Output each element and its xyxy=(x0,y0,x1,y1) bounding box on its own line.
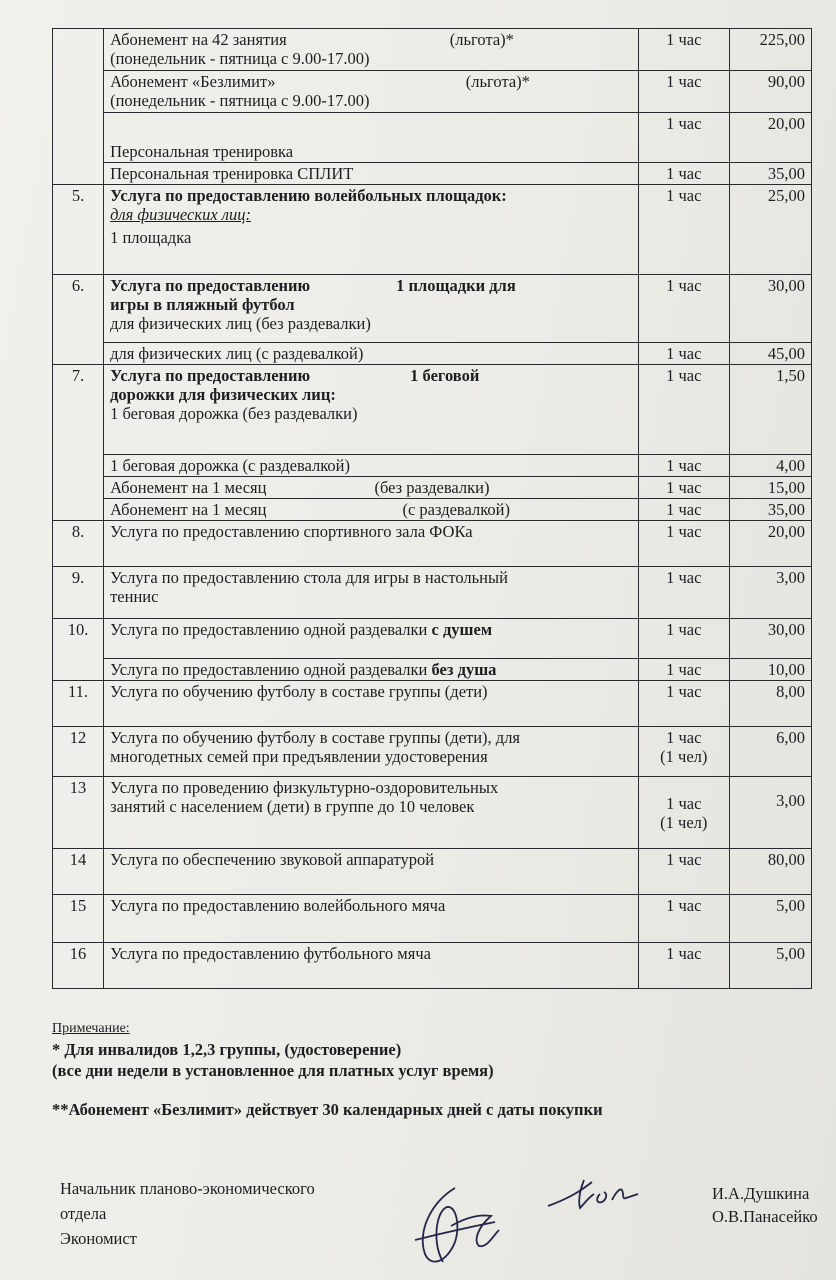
price-cell: 35,00 xyxy=(729,499,811,521)
table-row xyxy=(53,275,812,343)
price-cell: 5,00 xyxy=(729,895,811,943)
row-number: 5. xyxy=(53,185,104,275)
table-row xyxy=(53,477,812,499)
price-cell: 30,00 xyxy=(729,619,811,659)
table-row xyxy=(53,777,812,849)
unit-cell: 1 час xyxy=(638,499,729,521)
service-description: Услуга по проведению физкультурно-оздоровительных занятий с населением (дети) в группе до 10 человек xyxy=(104,777,639,849)
unit-cell: 1 час xyxy=(638,455,729,477)
table-row xyxy=(53,943,812,989)
service-description: Услуга по предоставлению волейбольных площадок: для физических лиц: 1 площадка xyxy=(104,185,639,275)
price-cell: 30,00 xyxy=(729,275,811,343)
price-cell: 4,00 xyxy=(729,455,811,477)
table-row xyxy=(53,71,812,113)
unit-cell: 1 час xyxy=(638,895,729,943)
footer-roles xyxy=(60,1176,315,1251)
row-number: 13 xyxy=(53,777,104,849)
note-line-1: * Для инвалидов 1,2,3 группы, (удостоверение) xyxy=(52,1040,402,1059)
table-row xyxy=(53,567,812,619)
price-table xyxy=(52,28,812,989)
service-description: Персональная тренировка СПЛИТ xyxy=(104,163,639,185)
table-row xyxy=(53,659,812,681)
note-line-2: (все дни недели в установленное для платных услуг время) xyxy=(52,1061,494,1080)
table-row xyxy=(53,681,812,727)
row-number: 8. xyxy=(53,521,104,567)
price-cell: 25,00 xyxy=(729,185,811,275)
row-number: 15 xyxy=(53,895,104,943)
unit-cell: 1 час xyxy=(638,113,729,163)
price-cell: 80,00 xyxy=(729,849,811,895)
service-description: Услуга по предоставлению одной раздевалки без душа xyxy=(104,659,639,681)
notes-section xyxy=(52,1018,812,1120)
unit-cell: 1 час xyxy=(638,619,729,659)
table-row xyxy=(53,365,812,455)
signature-1 xyxy=(540,1176,650,1214)
unit-cell: 1 час xyxy=(638,71,729,113)
role-head-planning-cont: отдела xyxy=(60,1204,107,1223)
service-description: Абонемент на 42 занятия (льгота)* (понедельник - пятница с 9.00-17.00) xyxy=(104,29,639,71)
name-dushkina: И.А.Душкина xyxy=(712,1184,810,1203)
price-cell: 225,00 xyxy=(729,29,811,71)
price-cell: 20,00 xyxy=(729,113,811,163)
table-row xyxy=(53,343,812,365)
unit-cell: 1 час (1 чел) xyxy=(638,727,729,777)
price-cell: 20,00 xyxy=(729,521,811,567)
note-line-3: **Абонемент «Безлимит» действует 30 календарных дней с даты покупки xyxy=(52,1100,603,1119)
price-cell: 45,00 xyxy=(729,343,811,365)
row-number: 6. xyxy=(53,275,104,365)
unit-cell: 1 час xyxy=(638,849,729,895)
service-description: Услуга по предоставлению волейбольного мяча xyxy=(104,895,639,943)
unit-cell: 1 час xyxy=(638,681,729,727)
name-panaseiko: О.В.Панасейко xyxy=(712,1207,818,1226)
service-description: Услуга по предоставлению 1 площадки для игры в пляжный футбол для физических лиц (без раздевалки) xyxy=(104,275,639,343)
footer-names xyxy=(712,1182,818,1228)
signature-2 xyxy=(395,1182,515,1274)
table-row xyxy=(53,29,812,71)
service-description: Услуга по предоставлению стола для игры в настольный теннис xyxy=(104,567,639,619)
service-description: Услуга по предоставлению спортивного зала ФОКа xyxy=(104,521,639,567)
unit-cell: 1 час xyxy=(638,477,729,499)
service-description: Персональная тренировка xyxy=(104,113,639,163)
price-cell: 3,00 xyxy=(729,567,811,619)
table-row xyxy=(53,499,812,521)
role-head-planning: Начальник планово-экономического xyxy=(60,1179,315,1198)
row-number: 10. xyxy=(53,619,104,681)
service-description: для физических лиц (с раздевалкой) xyxy=(104,343,639,365)
price-cell: 35,00 xyxy=(729,163,811,185)
service-description: 1 беговая дорожка (с раздевалкой) xyxy=(104,455,639,477)
unit-cell: 1 час xyxy=(638,521,729,567)
price-cell: 3,00 xyxy=(729,777,811,849)
unit-cell: 1 час xyxy=(638,163,729,185)
service-description: Абонемент на 1 месяц (с раздевалкой) xyxy=(104,499,639,521)
table-row xyxy=(53,521,812,567)
row-number: 14 xyxy=(53,849,104,895)
price-cell: 6,00 xyxy=(729,727,811,777)
price-cell: 1,50 xyxy=(729,365,811,455)
service-description: Услуга по предоставлению футбольного мяча xyxy=(104,943,639,989)
table-row xyxy=(53,619,812,659)
table-row xyxy=(53,727,812,777)
row-number: 9. xyxy=(53,567,104,619)
table-row xyxy=(53,185,812,275)
table-row xyxy=(53,895,812,943)
row-number: 16 xyxy=(53,943,104,989)
unit-cell: 1 час xyxy=(638,29,729,71)
service-description: Услуга по предоставлению 1 беговой дорожки для физических лиц: 1 беговая дорожка (без раздевалки) xyxy=(104,365,639,455)
service-description: Услуга по предоставлению одной раздевалки с душем xyxy=(104,619,639,659)
row-number: 7. xyxy=(53,365,104,521)
notes-title: Примечание: xyxy=(52,1021,130,1036)
service-description: Услуга по обучению футболу в составе группы (дети) xyxy=(104,681,639,727)
price-cell: 8,00 xyxy=(729,681,811,727)
unit-cell: 1 час xyxy=(638,185,729,275)
row-number: 11. xyxy=(53,681,104,727)
table-row xyxy=(53,455,812,477)
row-number xyxy=(53,29,104,185)
service-description: Абонемент «Безлимит» (льгота)* (понедельник - пятница с 9.00-17.00) xyxy=(104,71,639,113)
service-description: Услуга по обучению футболу в составе группы (дети), для многодетных семей при предъявлении удостоверения xyxy=(104,727,639,777)
unit-cell: 1 час xyxy=(638,343,729,365)
table-row xyxy=(53,163,812,185)
unit-cell: 1 час xyxy=(638,275,729,343)
unit-cell: 1 час xyxy=(638,567,729,619)
unit-cell: 1 час xyxy=(638,659,729,681)
price-cell: 5,00 xyxy=(729,943,811,989)
price-cell: 15,00 xyxy=(729,477,811,499)
service-description: Услуга по обеспечению звуковой аппаратурой xyxy=(104,849,639,895)
unit-cell: 1 час xyxy=(638,365,729,455)
role-economist: Экономист xyxy=(60,1229,137,1248)
service-description: Абонемент на 1 месяц (без раздевалки) xyxy=(104,477,639,499)
price-cell: 90,00 xyxy=(729,71,811,113)
table-row xyxy=(53,849,812,895)
table-row xyxy=(53,113,812,163)
row-number: 12 xyxy=(53,727,104,777)
price-cell: 10,00 xyxy=(729,659,811,681)
unit-cell: 1 час (1 чел) xyxy=(638,777,729,849)
unit-cell: 1 час xyxy=(638,943,729,989)
